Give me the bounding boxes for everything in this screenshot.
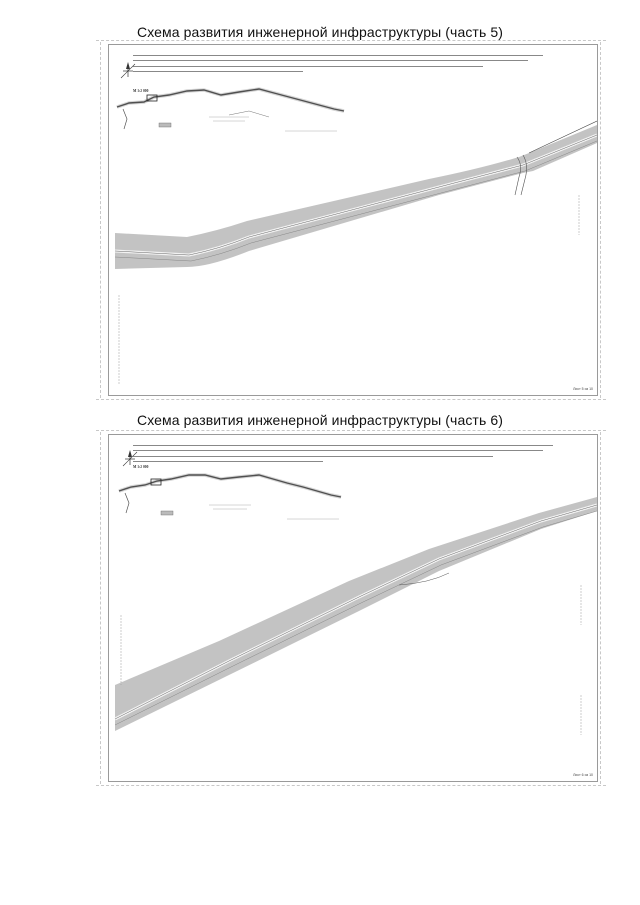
crop-line-top-5 (96, 40, 606, 41)
sheet-number: Лист 6 из 10 (573, 773, 593, 777)
sheet-scale: М 1:2 000 (133, 465, 149, 469)
sheet-number: Лист 5 из 10 (573, 387, 593, 391)
page-title-part-6: Схема развития инженерной инфраструктуры (часть 6) (137, 412, 503, 428)
map-drawing-part-6 (109, 435, 597, 781)
page-title-part-5: Схема развития инженерной инфраструктуры (часть 5) (137, 24, 503, 40)
crop-line-bottom-5 (96, 399, 606, 400)
map-drawing-part-5 (109, 45, 597, 395)
map-sheet-part-5 (108, 44, 598, 396)
engineering-corridor-band (115, 121, 597, 269)
crop-line-left-5 (100, 42, 101, 398)
overview-minimap (117, 89, 344, 131)
map-sheet-part-6 (108, 434, 598, 782)
north-arrow-icon (121, 62, 135, 78)
crop-line-bottom-6 (96, 785, 606, 786)
north-arrow-icon (123, 450, 137, 466)
sheet-scale: М 1:2 000 (133, 89, 149, 93)
overview-minimap (119, 475, 341, 519)
engineering-corridor-band (115, 497, 597, 731)
crop-line-right-6 (600, 432, 601, 784)
crop-line-left-6 (100, 432, 101, 784)
crop-line-top-6 (96, 430, 606, 431)
crop-line-right-5 (600, 42, 601, 398)
